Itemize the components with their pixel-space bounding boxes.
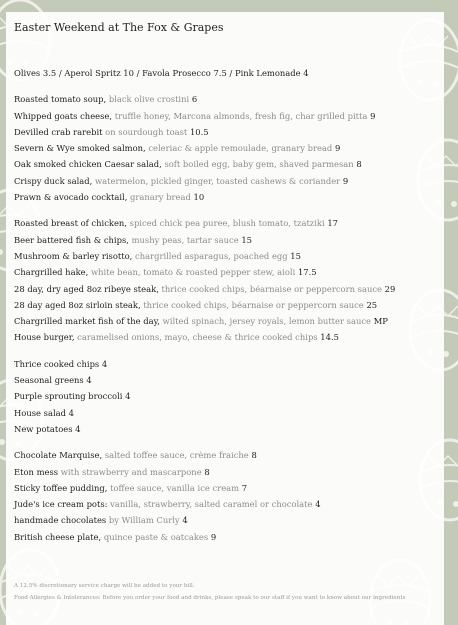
dish-name: 28 day aged 8oz sirloin steak, [14, 299, 141, 310]
menu-section-starters [14, 91, 436, 205]
dish-price: 10.5 [189, 126, 209, 137]
dish-description: thrice cooked chips, béarnaise or peppercorn sauce [161, 283, 382, 294]
menu-item [14, 248, 436, 264]
dish-name: New potatoes [14, 423, 73, 434]
dish-name: Beer battered fish & chips, [14, 234, 129, 245]
dish-name: Roasted breast of chicken, [14, 218, 127, 229]
dish-name: 28 day, dry aged 8oz ribeye steak, [14, 283, 159, 294]
dish-description: truffle honey, Marcona almonds, fresh fig, char grilled pitta [114, 110, 368, 121]
dish-name: Seasonal greens [14, 375, 84, 386]
dish-description: quince paste & oatcakes [103, 531, 209, 542]
menu-section-mains [14, 215, 436, 345]
dish-name: Purple sprouting broccoli [14, 391, 123, 402]
dish-name: Jude's ice cream pots: [14, 499, 108, 510]
dish-description: chargrilled asparagus, poached egg [135, 250, 288, 261]
dish-name: British cheese plate, [14, 531, 102, 542]
dish-description: with strawberry and mascarpone [60, 466, 202, 477]
dish-name: Crispy duck salad, [14, 175, 93, 186]
dish-name: House salad [14, 407, 66, 418]
dish-price: 25 [366, 299, 378, 310]
dish-price: 4 [315, 499, 321, 510]
dish-name: Roasted tomato soup, [14, 94, 107, 105]
menu-item [14, 421, 436, 437]
dish-name: Sticky toffee pudding, [14, 482, 108, 493]
dish-description: by William Curly [108, 515, 180, 526]
dish-description: black olive crostini [108, 94, 190, 105]
menu-item [14, 529, 436, 545]
dish-price: 10 [193, 192, 205, 203]
dish-price: 9 [342, 175, 349, 186]
dish-description: caramelised onions, mayo, cheese & thrice cooked chips [77, 332, 318, 343]
dish-price: 8 [356, 159, 362, 170]
dish-price: 17.5 [297, 267, 317, 278]
page-title: Easter Weekend at The Fox & Grapes [14, 21, 224, 34]
dish-description: mushy peas, tartar sauce [131, 234, 239, 245]
menu-sections [14, 91, 436, 545]
menu-section-sides [14, 356, 436, 437]
menu-section-desserts [14, 447, 436, 545]
dish-name: Thrice cooked chips [14, 358, 100, 369]
menu-item [14, 173, 436, 189]
dish-description: white bean, tomato & roasted pepper stew, aioli [90, 267, 296, 278]
menu-item [14, 388, 436, 404]
dish-description: celeriac & apple remoulade, granary bread [148, 143, 333, 154]
dish-price: 9 [210, 531, 217, 542]
dish-price: 9 [334, 143, 341, 154]
dish-name: Mushroom & barley risotto, [14, 250, 133, 261]
dish-name: Prawn & avocado cocktail, [14, 192, 128, 203]
dish-price: 4 [182, 515, 188, 526]
menu-item [14, 297, 436, 313]
dish-price: 9 [370, 110, 376, 121]
dish-name: Severn & Wye smoked salmon, [14, 143, 146, 154]
allergy-note: Food Allergies & Intolerances: Before you order your food and drinks, please speak to our staff if you want to know about our ingredients [14, 595, 406, 602]
menu-item [14, 91, 436, 107]
dish-name: Eton mess [14, 466, 59, 477]
dish-name: handmade chocolates [14, 515, 107, 526]
dish-price: MP [373, 316, 388, 327]
dish-name: Chocolate Marquise, [14, 450, 103, 461]
menu-item [14, 512, 436, 528]
menu-item [14, 281, 436, 297]
drinks-line: Olives 3.5 / Aperol Spritz 10 / Favola Prosecco 7.5 / Pink Lemonade 4 [14, 68, 309, 78]
menu-item [14, 405, 436, 421]
menu-card [6, 12, 444, 625]
dish-description: wilted spinach, jersey royals, lemon butter sauce [162, 316, 372, 327]
dish-description: watermelon, pickled ginger, toasted cashews & coriander [94, 175, 341, 186]
dish-price: 7 [241, 482, 248, 493]
dish-price: 4 [125, 391, 131, 402]
dish-price: 15 [241, 234, 252, 245]
menu-item [14, 496, 436, 512]
dish-price: 4 [68, 407, 74, 418]
menu-item [14, 480, 436, 496]
dish-description: salted toffee sauce, crème fraiche [104, 450, 249, 461]
dish-price: 4 [86, 375, 92, 386]
menu-item [14, 156, 436, 172]
dish-name: Oak smoked chicken Caesar salad, [14, 159, 162, 170]
dish-price: 4 [75, 423, 81, 434]
dish-description: spiced chick pea puree, blush tomato, tzatziki [129, 218, 325, 229]
dish-description: vanilla, strawberry, salted caramel or chocolate [110, 499, 313, 510]
menu-item [14, 124, 436, 140]
dish-description: toffee sauce, vanilla ice cream [110, 482, 240, 493]
dish-price: 17 [327, 218, 338, 229]
dish-price: 29 [384, 283, 396, 294]
menu-item [14, 372, 436, 388]
menu-item [14, 108, 436, 124]
dish-description: thrice cooked chips, béarnaise or peppercorn sauce [143, 299, 364, 310]
menu-item [14, 464, 436, 480]
dish-name: Chargrilled hake, [14, 267, 89, 278]
dish-price: 15 [290, 250, 301, 261]
dish-name: Whipped goats cheese, [14, 110, 113, 121]
menu-item [14, 447, 436, 463]
menu-item [14, 329, 436, 345]
menu-item [14, 140, 436, 156]
dish-name: Devilled crab rarebit [14, 126, 103, 137]
footer [14, 583, 434, 602]
dish-name: House burger, [14, 332, 75, 343]
dish-price: 8 [204, 466, 210, 477]
menu-item [14, 189, 436, 205]
dish-price: 4 [101, 358, 108, 369]
menu-item [14, 313, 436, 329]
service-charge-note: A 12.5% discretionary service charge will be added to your bill. [14, 583, 195, 589]
dish-price: 8 [251, 450, 257, 461]
dish-price: 6 [191, 94, 198, 105]
menu-item [14, 215, 436, 231]
dish-description: soft boiled egg, baby gem, shaved parmesan [164, 159, 354, 170]
menu-item [14, 232, 436, 248]
dish-description: on sourdough toast [105, 126, 188, 137]
menu-item [14, 264, 436, 280]
menu-item [14, 356, 436, 372]
dish-description: granary bread [130, 192, 191, 203]
dish-name: Chargrilled market fish of the day, [14, 316, 160, 327]
dish-price: 14.5 [320, 332, 339, 343]
